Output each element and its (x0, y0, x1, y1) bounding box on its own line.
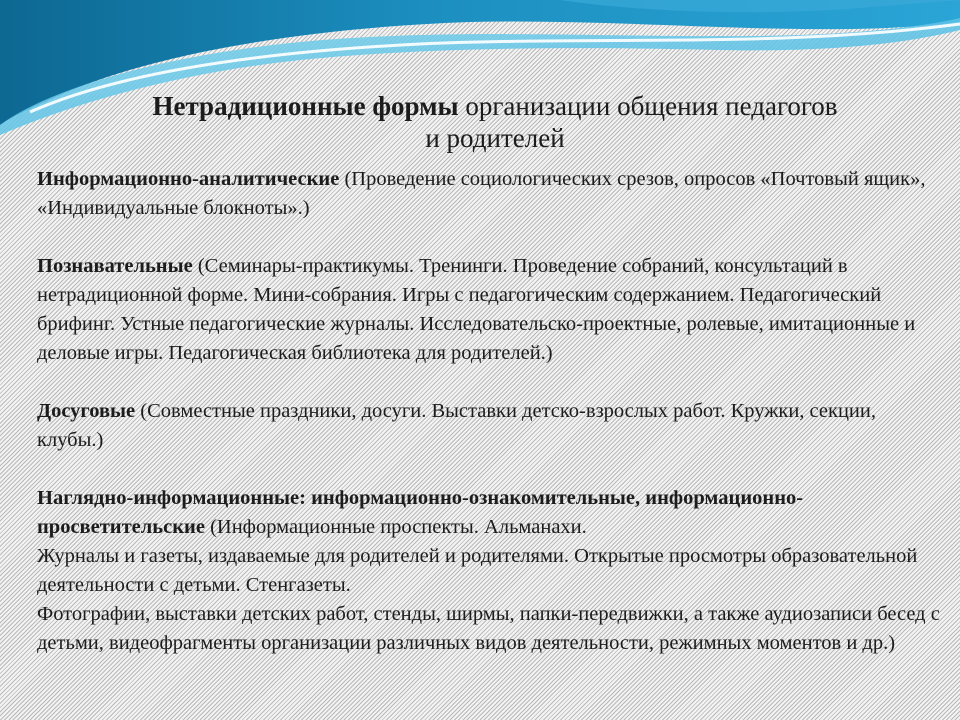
title-rest-line2: и родителей (425, 123, 565, 153)
section-info-analytic (37, 165, 942, 223)
section-visual (37, 484, 942, 542)
section-info-analytic-name: Информационно-аналитические (37, 168, 340, 190)
section-visual-line3: Фотографии, выставки детских работ, стенды, ширмы, папки-передвижки, а также аудиозаписи бесед с детьми, видеофрагменты организации различных видов деятельности, режимных моментов и др.) (37, 603, 940, 654)
section-visual-text: (Информационные проспекты. Альманахи. (204, 516, 587, 538)
section-cognitive-text: (Семинары-практикумы. Тренинги. Проведение собраний, консультаций в нетрадиционной форме. Мини-собрания. Игры с педагогическим содержанием. Педагогический брифинг. Устные педагогические журналы. Исследовательско-проектные, ролевые, имитационные и деловые игры. Педагогическая библиотека для родителей.) (37, 255, 916, 364)
slide-title (80, 90, 910, 154)
title-bold-part: Нетрадиционные формы (152, 91, 459, 121)
section-visual-name: Наглядно-информационные: информационно-ознакомительные, информационно-просветительские (37, 487, 804, 538)
section-leisure (37, 397, 942, 455)
slide-body (37, 165, 942, 658)
section-visual-line2: Журналы и газеты, издаваемые для родителей и родителями. Открытые просмотры образовательной деятельности с детьми. Стенгазеты. (37, 545, 918, 596)
section-info-analytic-text: (Проведение социологических срезов, опросов «Почтовый ящик», «Индивидуальные блокноты».) (37, 168, 926, 219)
section-leisure-name: Досуговые (37, 400, 136, 422)
section-cognitive-name: Познавательные (37, 255, 193, 277)
section-cognitive (37, 252, 942, 368)
title-rest-line1: организации общения педагогов (458, 91, 838, 121)
section-leisure-text: (Совместные праздники, досуги. Выставки детско-взрослых работ. Кружки, секции, клубы.) (37, 400, 876, 451)
